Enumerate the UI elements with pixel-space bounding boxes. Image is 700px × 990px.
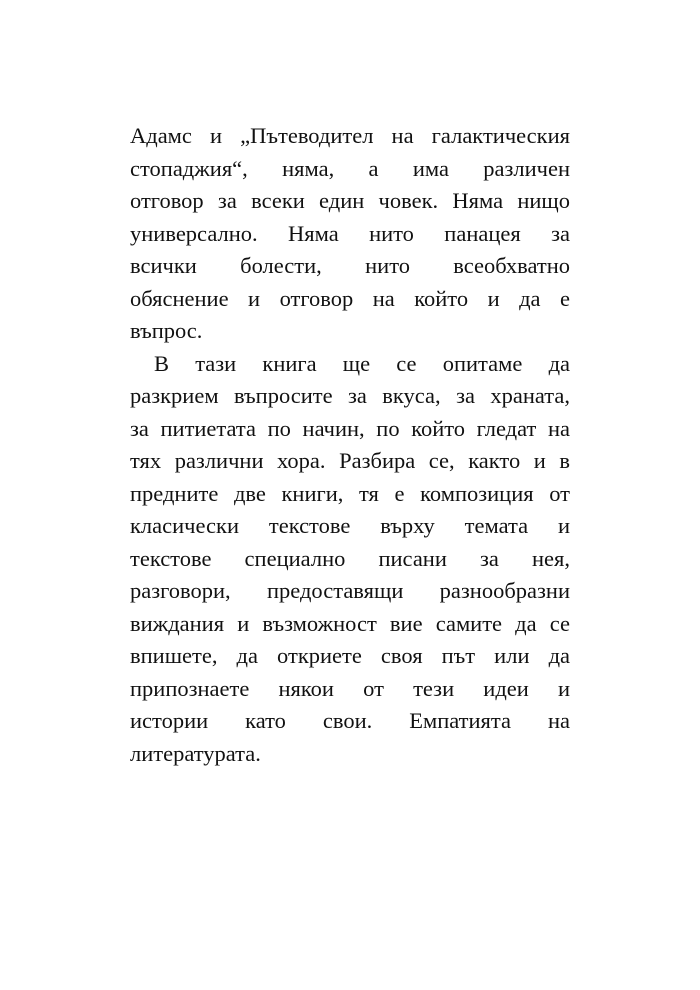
text-line: въпрос. — [130, 318, 203, 343]
text-line: виждания и възможност вие самите да се — [130, 610, 570, 636]
text-line: отговор за всеки един човек. Няма нищо — [130, 188, 570, 213]
text-line: разговори, предоставящи разнообразни — [130, 578, 570, 603]
paragraph-1 — [130, 120, 570, 348]
text-line: предните две книги, тя е композиция от — [130, 480, 570, 506]
body-text — [130, 120, 570, 770]
text-line: Адамс и „Пътеводител на галактическия — [130, 123, 570, 148]
text-line: литературата. — [130, 740, 261, 766]
text-line: припознаете някои от тези идеи и — [130, 675, 570, 701]
text-line: тях различни хора. Разбира се, както и в — [130, 448, 570, 473]
paragraph-2 — [130, 348, 570, 771]
text-line: класически текстове върху темата и — [130, 513, 570, 538]
text-line: В тази книга ще се опитаме да — [154, 350, 570, 376]
text-line: за питиетата по начин, по който гледат на — [130, 415, 570, 441]
text-line: разкрием въпросите за вкуса, за храната, — [130, 383, 570, 408]
text-line: универсално. Няма нито панацея за — [130, 220, 570, 246]
text-line: стопаджия“, няма, а има различен — [130, 155, 570, 181]
text-line: обяснение и отговор на който и да е — [130, 285, 570, 311]
text-line: всички болести, нито всеобхватно — [130, 253, 570, 278]
text-line: впишете, да откриете своя път или да — [130, 643, 570, 668]
text-line: истории като свои. Емпатията на — [130, 708, 570, 733]
text-line: текстове специално писани за нея, — [130, 545, 570, 571]
